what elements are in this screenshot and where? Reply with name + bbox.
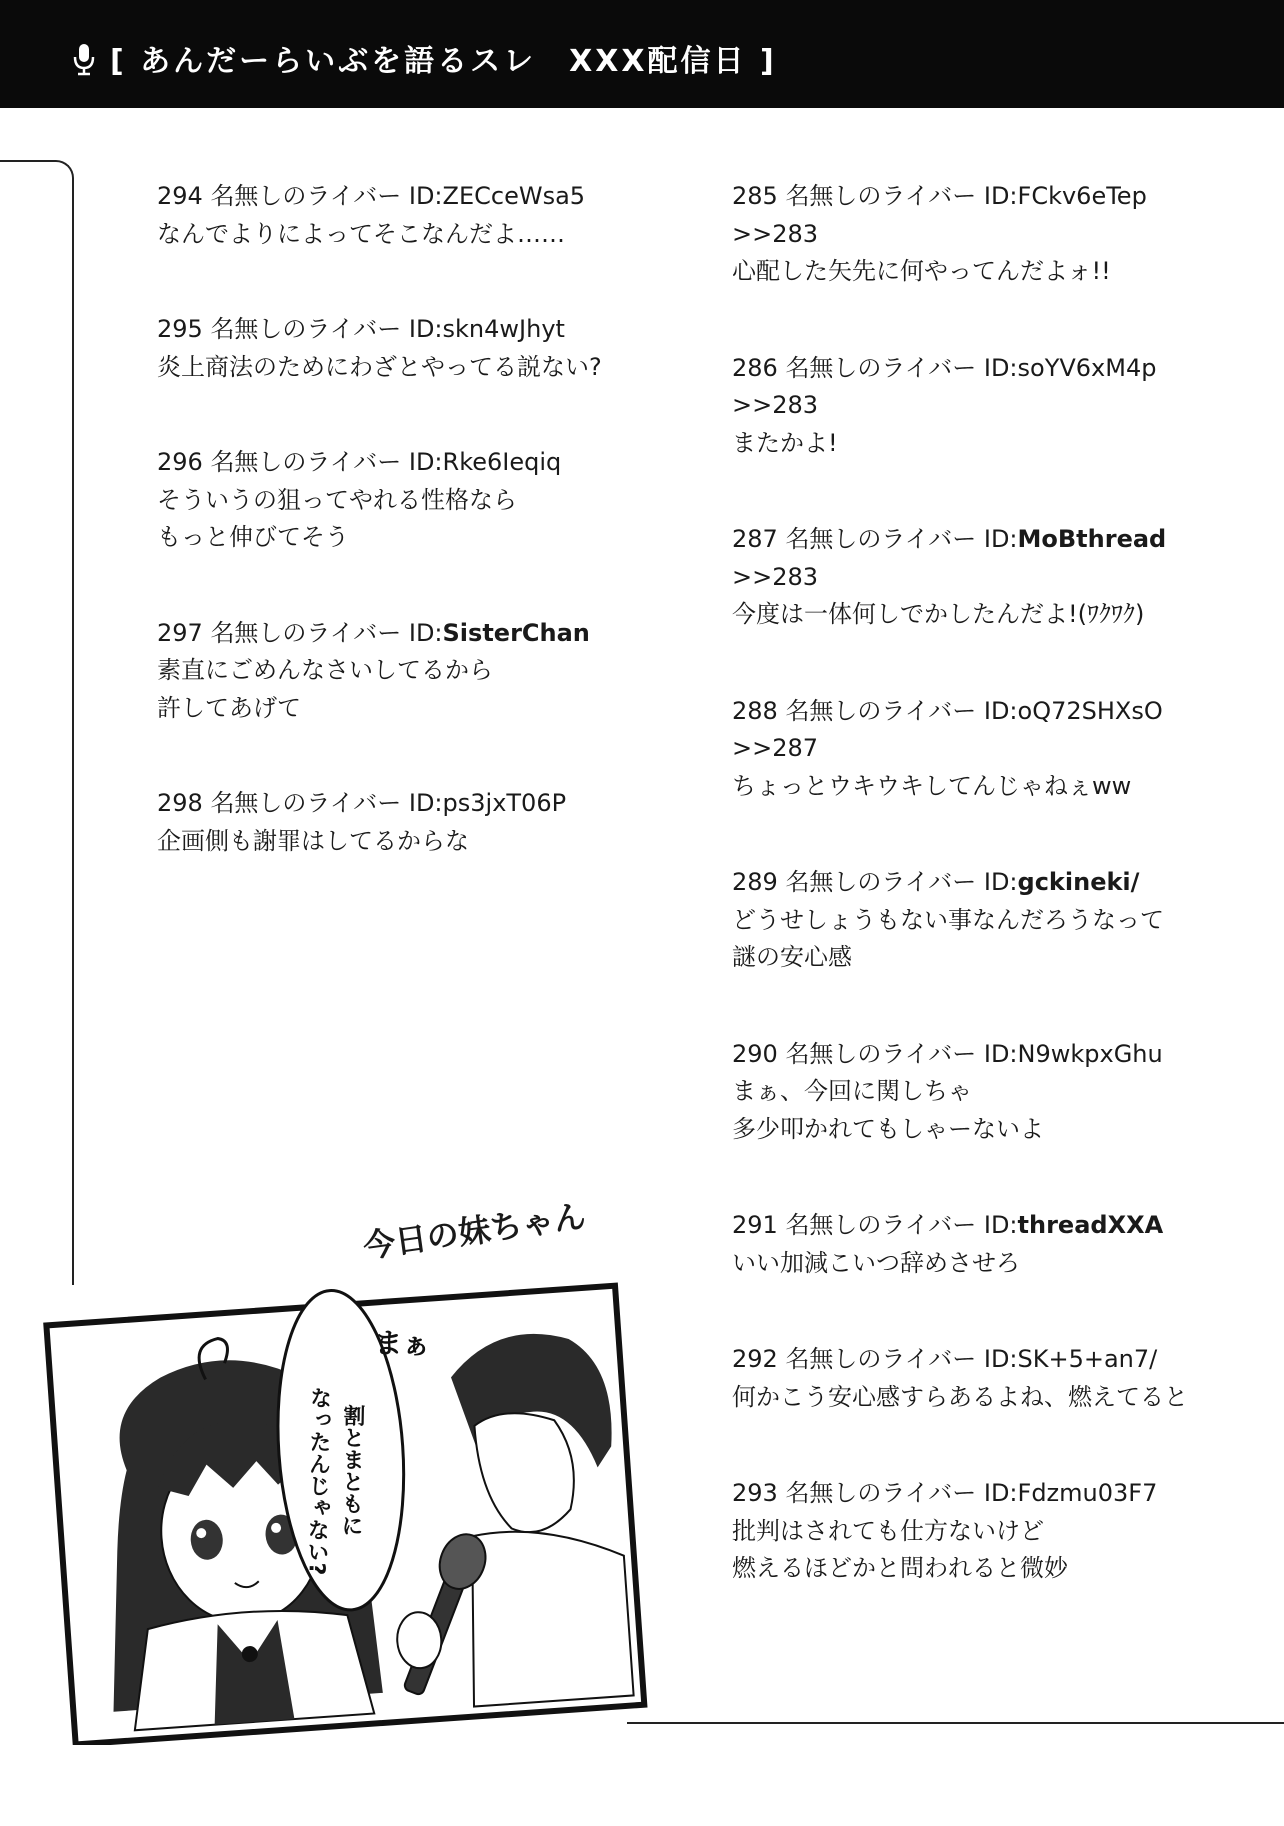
- post-header: [157, 615, 617, 653]
- poster-id: gckineki/: [1017, 868, 1140, 896]
- thread-post: [732, 864, 1262, 977]
- post-body-line: 炎上商法のためにわざとやってる説ない?: [157, 352, 602, 381]
- thread-post: [732, 693, 1262, 806]
- post-body-line: 多少叩かれてもしゃーないよ: [732, 1114, 1044, 1143]
- post-body-line: >>283: [732, 562, 819, 591]
- bubble-line-1: まぁ: [373, 1326, 431, 1361]
- post-body-line: >>283: [732, 391, 819, 419]
- post-body-line: まぁ、今回に関しちゃ: [732, 1077, 972, 1105]
- thread-post: [732, 1475, 1262, 1588]
- post-body-line: 謎の安心感: [732, 943, 852, 971]
- post-body-line: 批判はされても仕方ないけど: [732, 1516, 1044, 1545]
- bubble-line-2: 割とまともに: [337, 1404, 366, 1537]
- post-body-line: ちょっとウキウキしてんじゃねぇww: [732, 771, 1132, 800]
- left-post-column: [157, 178, 617, 918]
- header-bar: [0, 0, 1284, 108]
- post-header: [157, 178, 617, 216]
- post-number-name: 290 名無しのライバー ID:: [732, 1039, 1018, 1068]
- comic-caption: 今日の妹ちゃん: [360, 1196, 588, 1266]
- post-body-line: >>283: [732, 219, 819, 248]
- poster-id: ZECceWsa5: [442, 182, 586, 210]
- bubble-line-3: なったんじゃない?: [303, 1386, 332, 1576]
- poster-id: Fdzmu03F7: [1017, 1479, 1158, 1507]
- post-body-line: 今度は一体何しでかしたんだよ!(ﾜｸﾜｸ): [732, 600, 1145, 628]
- poster-id: SisterChan: [442, 618, 590, 647]
- post-number-name: 295 名無しのライバー ID:: [157, 315, 443, 343]
- poster-id: soYV6xM4p: [1017, 353, 1157, 382]
- post-header: [157, 311, 617, 349]
- post-number-name: 294 名無しのライバー ID:: [157, 182, 443, 210]
- post-body-line: 素直にごめんなさいしてるから: [157, 656, 493, 684]
- post-header: [732, 693, 1262, 731]
- post-number-name: 289 名無しのライバー ID:: [732, 868, 1018, 896]
- post-number-name: 287 名無しのライバー ID:: [732, 525, 1018, 553]
- right-post-column: [732, 178, 1262, 1647]
- post-body-line: またかよ!: [732, 428, 838, 457]
- post-body-line: いい加減こいつ辞めさせろ: [732, 1248, 1020, 1277]
- thread-post: [157, 444, 617, 557]
- post-body-line: 企画側も謝罪はしてるからな: [157, 826, 469, 855]
- thread-post: [157, 785, 617, 860]
- post-number-name: 293 名無しのライバー ID:: [732, 1479, 1018, 1507]
- thread-post: [732, 1036, 1262, 1149]
- comic-panel: [40, 1275, 652, 1745]
- poster-id: ps3jxT06P: [442, 789, 567, 817]
- post-header: [732, 350, 1262, 388]
- thread-post: [157, 311, 617, 386]
- post-header: [732, 1475, 1262, 1513]
- post-number-name: 297 名無しのライバー ID:: [157, 618, 443, 647]
- post-header: [732, 1341, 1262, 1379]
- post-header: [732, 521, 1262, 559]
- microphone-icon: [73, 44, 95, 80]
- thread-post: [732, 1207, 1262, 1282]
- comic-illustration: [40, 1275, 652, 1745]
- post-header: [157, 785, 617, 823]
- frame-line: [0, 160, 74, 1285]
- post-header: [732, 864, 1262, 902]
- thread-post: [732, 1341, 1262, 1416]
- post-body-line: もっと伸びてそう: [157, 523, 349, 551]
- thread-title: [ あんだーらいぶを語るスレ XXX配信日 ]: [110, 44, 777, 79]
- thread-post: [732, 350, 1262, 463]
- thread-post: [732, 521, 1262, 634]
- post-header: [732, 178, 1262, 216]
- post-header: [732, 1207, 1262, 1245]
- poster-id: Rke6Ieqiq: [442, 448, 562, 476]
- post-body-line: >>287: [732, 734, 819, 762]
- post-number-name: 298 名無しのライバー ID:: [157, 789, 443, 817]
- post-number-name: 292 名無しのライバー ID:: [732, 1345, 1018, 1373]
- thread-post: [157, 178, 617, 253]
- post-body-line: 心配した矢先に何やってんだよォ!!: [732, 257, 1111, 285]
- poster-id: FCkv6eTep: [1017, 182, 1147, 210]
- poster-id: threadXXA: [1017, 1211, 1164, 1239]
- poster-id: N9wkpxGhu: [1017, 1039, 1163, 1068]
- poster-id: oQ72SHXsO: [1017, 696, 1163, 725]
- thread-post: [157, 615, 617, 728]
- post-body-line: なんでよりによってそこなんだよ……: [157, 219, 565, 248]
- poster-id: MoBthread: [1017, 525, 1167, 553]
- post-body-line: 燃えるほどかと問われると微妙: [732, 1554, 1068, 1582]
- post-number-name: 291 名無しのライバー ID:: [732, 1211, 1018, 1239]
- poster-id: SK+5+an7/: [1017, 1345, 1158, 1373]
- post-body-line: そういうの狙ってやれる性格なら: [157, 485, 517, 514]
- bottom-divider: [627, 1722, 1284, 1724]
- post-body-line: どうせしょうもない事なんだろうなって: [732, 905, 1164, 934]
- thread-post: [732, 178, 1262, 291]
- post-body-line: 許してあげて: [157, 693, 301, 722]
- poster-id: skn4wJhyt: [442, 315, 565, 343]
- post-number-name: 288 名無しのライバー ID:: [732, 696, 1018, 725]
- post-number-name: 296 名無しのライバー ID:: [157, 448, 443, 476]
- post-body-line: 何かこう安心感すらあるよね、燃えてると: [732, 1382, 1188, 1411]
- post-header: [157, 444, 617, 482]
- post-number-name: 285 名無しのライバー ID:: [732, 182, 1018, 210]
- post-number-name: 286 名無しのライバー ID:: [732, 353, 1018, 382]
- post-header: [732, 1036, 1262, 1074]
